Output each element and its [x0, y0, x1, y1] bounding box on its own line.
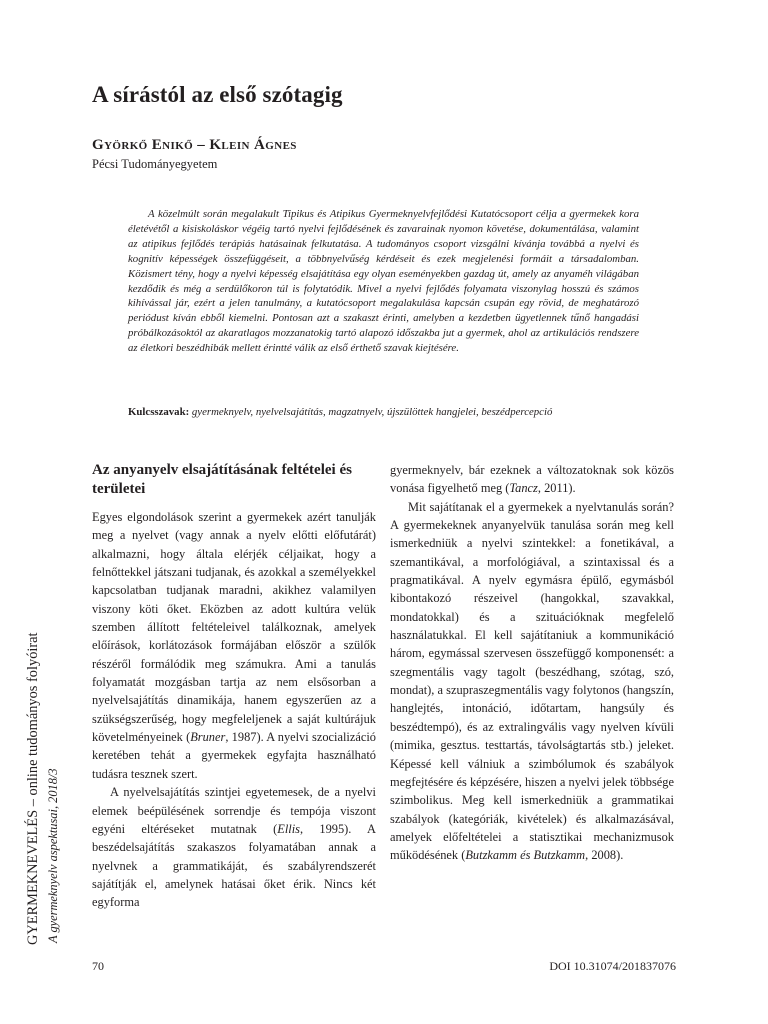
paragraph-text: A nyelvelsajátítás szintjei egyetemesek, de a nyelvi elemek beépülésének sorrendje és tempója viszont egyéni eltéréseket mutatnak (	[92, 785, 376, 836]
paragraph-text: , 2011).	[537, 481, 576, 496]
article-title: A sírástól az első szótagig	[92, 82, 343, 107]
paragraph-text: Egyes elgondolások szerint a gyermekek azért tanulják meg a nyelvet (vagy annak a nyelv előtti előfutárát) alkalmazni, hogy általa elérjék céljaikat, hogy a felnőttekkel játszani tudjanak, és azokkal a személyekkel kapcsolatban tudjanak maradni, akikhez valamilyen viszony köti őket. Eközben az adott kultúra velük szemben állított feltételeivel találkoznak, amelyek előírások, korlátozások formájában először a szülők részéről formálódik meg számukra. Ami a tanulás folyamatát mozgásban tartja az nem elsősorban a nyelvelsajátítás dinamikája, hanem egyszerűen az a szükségszerűség, hogy megfeleljenek a saját kultúrájuk követelményeinek (	[92, 510, 376, 745]
article-authors: Györkő Enikő – Klein Ágnes	[92, 137, 297, 153]
keywords-list: gyermeknyelv, nyelvelsajátítás, magzatnyelv, újszülöttek hangjelei, beszédpercepció	[191, 406, 553, 418]
page-number: 70	[92, 959, 104, 973]
citation: Ellis	[277, 821, 300, 836]
paragraph-text: , 2008).	[585, 848, 624, 863]
journal-sidebar	[22, 545, 62, 945]
keywords	[128, 405, 639, 421]
journal-name: GYERMEKNEVELÉS – online tudományos folyóirat	[25, 632, 41, 945]
section-heading: Az anyanyelv elsajátításának feltételei és területei	[92, 462, 352, 497]
body-paragraph	[92, 783, 376, 911]
citation: Tancz	[509, 481, 538, 496]
paragraph-text: Mit sajátítanak el a gyermekek a nyelvtanulás során? A gyermekeknek anyanyelvük tanulása során meg kell ismerkedniük a nyelvi szintekkel: a fonetikával, a szemantikával, a morfológiával, a szintaxissal és a pragmatikával. A nyelv egymásra épülő, egymásból kibontakozó részeivel (hangokkal, szavakkal, mondatokkal) és a szituációknak megfelelő használatukkal. El kell sajátítaniuk a kommunikáció három, egymással szervesen összefüggő komponensét: a szegmentális vagy tagolt (beszédhang, szótag, szó, mondat), a szupraszegmentális vagy folytonos (hangszín, hanglejtés, intonáció, időtartam, hangsúly és beszédtempó), és az extralingvális vagy nyelven kívüli (mimika, gesztus. testtartás, távolságtartás stb.) jeleket. Képessé kell válniuk a szimbólumok és szabályok megfejtésére és képzésére, hiszen a nyelvi jelek többsége szimbolikus. Meg kell ismerkedniük a grammatikai szabályok (kategóriák, kivételek) és alkalmazásával, amelyek előfeltételei a statisztikai mechanizmusok működésének (	[390, 499, 674, 863]
body-paragraph	[390, 461, 674, 498]
paragraph-text: , 1987). A nyelvi szocializáció keretében tehát a gyermekek egyfajta használható tudásra tesznek szert.	[92, 730, 376, 781]
citation: Bruner	[190, 730, 226, 745]
paragraph-text: , 1995). A beszédelsajátítás szakaszos folyamatában annak a nyelvnek a grammatikáját, és szabályrendszerét sajátítják el, amelynek hatásai őket érik. Nincs két egyforma	[92, 821, 377, 910]
body-paragraph	[390, 498, 674, 865]
journal-issue: A gyermeknyelv aspektusai, 2018/3	[46, 768, 60, 943]
body-column-right	[390, 461, 674, 865]
paragraph-text: gyermeknyelv, bár ezeknek a változatoknak sok közös vonása figyelhető meg (	[390, 463, 674, 496]
abstract-text: A közelmúlt során megalakult Tipikus és Atipikus Gyermeknyelvfejlődési Kutatócsoport célja a gyermekek kora életévétől a kisiskoláskor végéig tartó nyelvi fejlődésének és zavarainak nyomon követése, dokumentálása, valamint az atipikus fejlődés terápiás hatásainak felkutatása. A tudományos csoport vizsgálni kívánja továbbá a nyelvi és kognitív képességek összefüggéseit, a többnyelvűség kérdéseit és ezek megjelenési formáit a társadalomban. Közismert tény, hogy a nyelvi képesség elsajátítása egy olyan eseményekben gazdag út, amely az anyaméh világában kezdődik és még a serdülőkoron túl is folytatódik. Mivel a nyelvi fejlődés folyamata viszonylag hosszú és számos kihívással jár, ezért a jelen tanulmány, a kutatócsoport megalakulása kapcsán csupán egy rövid, de meghatározó periódust kíván ebből kiemelni. Pontosan azt a szakaszt érinti, amelyben a kezdetben ügyetlennek tűnő hangadási próbálkozásoktól az akaratlagos mozzanatokig tartó alapozó időszakba jut a gyermek, ahol az artikulációs rendszere az életkori beszédhibák mellett érintté válik az első érthető szavak kiejtésére.	[128, 208, 639, 355]
citation: Butzkamm és Butzkamm	[465, 848, 586, 863]
body-column-left	[92, 461, 376, 912]
keywords-label: Kulcsszavak:	[128, 406, 190, 418]
abstract	[128, 207, 639, 356]
author-affiliation: Pécsi Tudományegyetem	[92, 157, 218, 171]
doi: DOI 10.31074/201837076	[549, 959, 676, 973]
body-paragraph	[92, 508, 376, 783]
